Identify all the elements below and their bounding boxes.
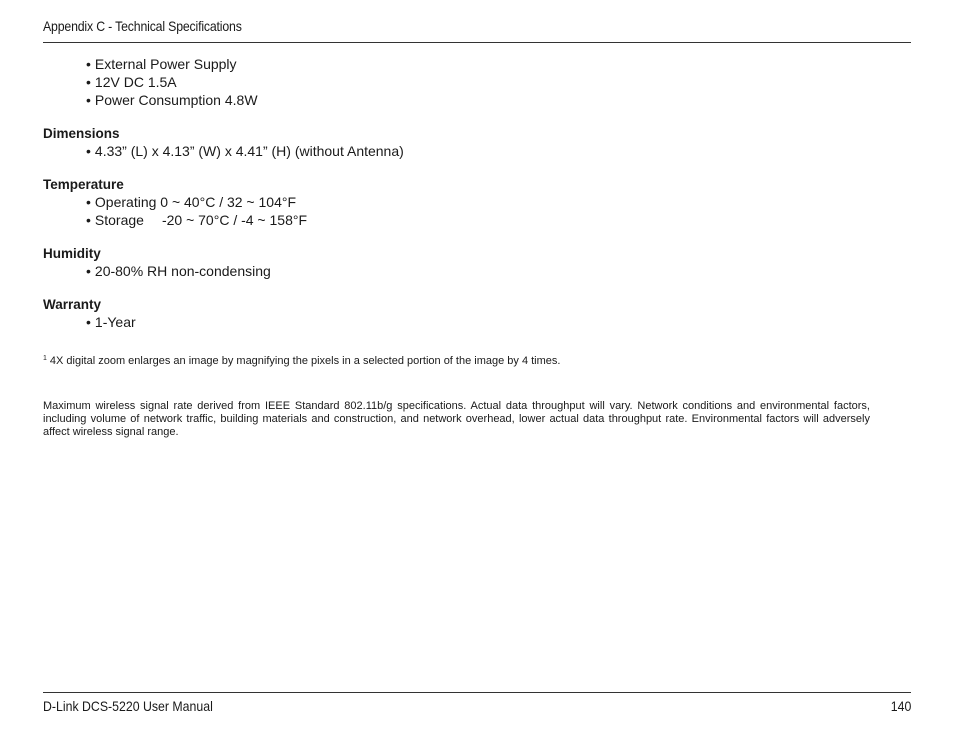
footnote-marker: 1 — [43, 355, 47, 362]
footnote-text: 4X digital zoom enlarges an image by magnifying the pixels in a selected portion of the image by 4 times. — [49, 355, 561, 367]
warranty-section — [43, 296, 870, 331]
humidity-section — [43, 245, 870, 280]
humidity-heading: Humidity — [43, 246, 101, 261]
list-item — [86, 211, 870, 229]
warranty-heading: Warranty — [43, 297, 102, 312]
list-item: • 20-80% RH non-condensing — [86, 262, 870, 280]
temperature-section — [43, 176, 870, 229]
list-item: • Operating 0 ~ 40°C / 32 ~ 104°F — [86, 193, 870, 211]
manual-title: D-Link DCS-5220 User Manual — [43, 698, 213, 714]
page-header-title: Appendix C - Technical Specifications — [43, 18, 242, 34]
list-item: • 1-Year — [86, 313, 870, 331]
footnote — [43, 352, 870, 368]
temperature-list — [43, 193, 870, 229]
power-list — [43, 55, 870, 109]
disclaimer-text: Maximum wireless signal rate derived from IEEE Standard 802.11b/g specifications. Actual data throughput will vary. Network conditions and environmental factors, including volume of network traffic, building materials and construction, and network overhead, lower actual data throughput rate. Environmental factors will adversely affect wireless signal range. — [43, 400, 870, 438]
dimensions-list — [43, 142, 870, 160]
list-item: • 4.33” (L) x 4.13” (W) x 4.41” (H) (without Antenna) — [86, 142, 870, 160]
page-number: 140 — [890, 698, 911, 714]
warranty-list — [43, 313, 870, 331]
list-item: • Power Consumption 4.8W — [86, 91, 870, 109]
header-divider — [43, 42, 911, 43]
dimensions-heading: Dimensions — [43, 126, 120, 141]
list-item: • External Power Supply — [86, 55, 870, 73]
footer-divider — [43, 692, 911, 693]
list-item: • 12V DC 1.5A — [86, 73, 870, 91]
spec-content — [43, 55, 870, 439]
temperature-heading: Temperature — [43, 177, 124, 192]
humidity-list — [43, 262, 870, 280]
storage-label: Storage — [94, 212, 144, 228]
storage-value: -20 ~ 70°C / -4 ~ 158°F — [161, 212, 308, 228]
dimensions-section — [43, 125, 870, 160]
